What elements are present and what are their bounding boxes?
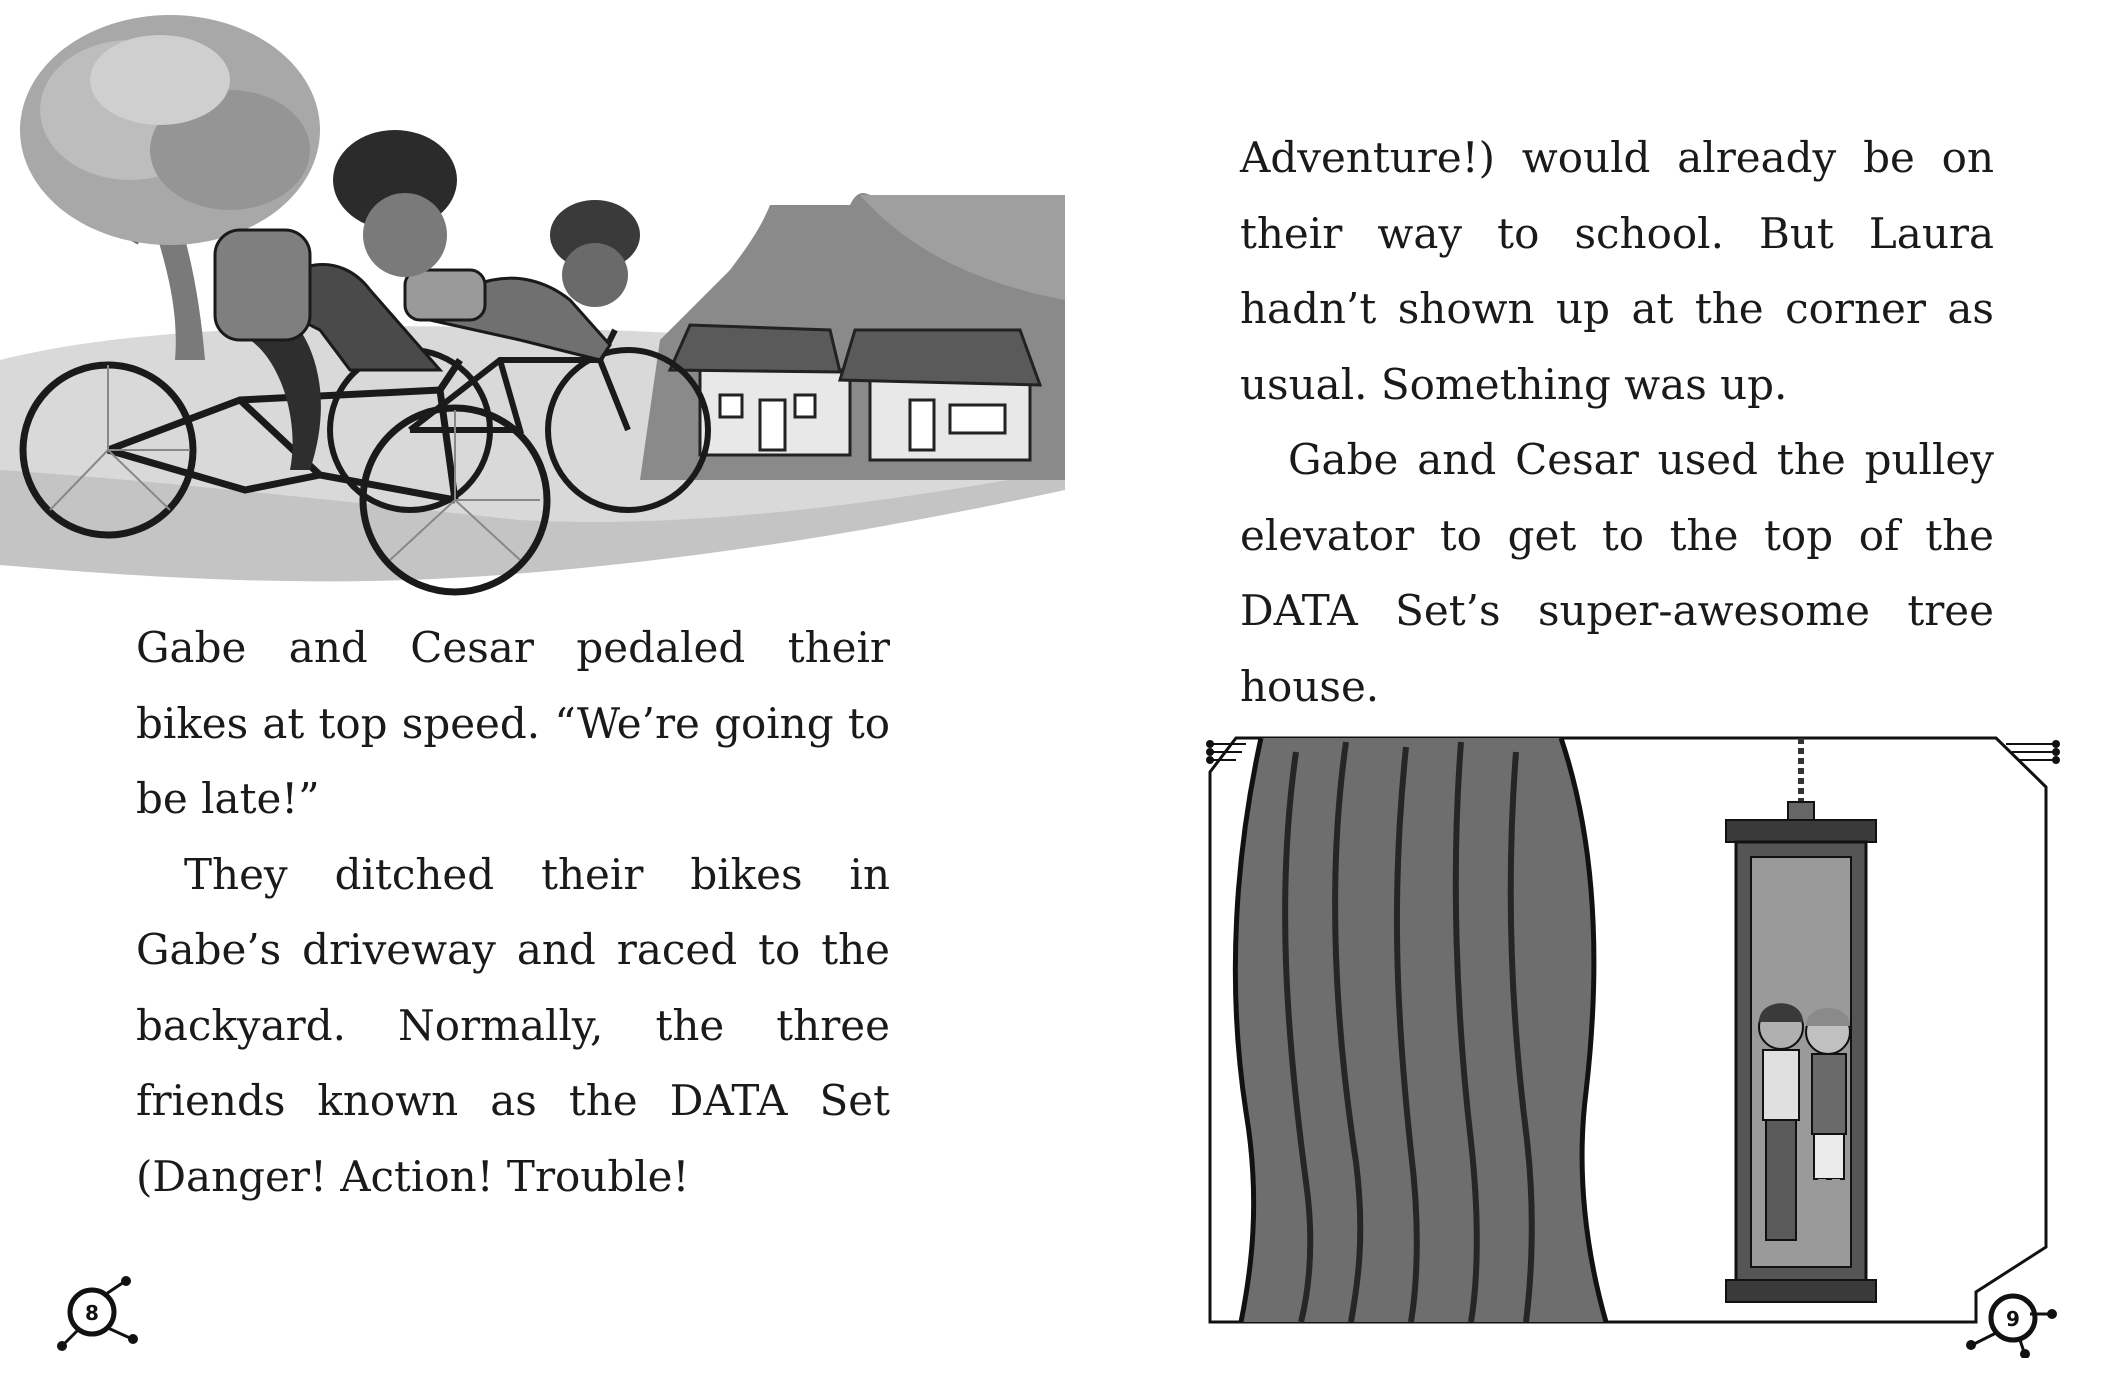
right-page bbox=[1053, 0, 2105, 1400]
page-number: 9 bbox=[2006, 1307, 2020, 1331]
page-number-badge bbox=[50, 1272, 150, 1352]
page-number-badge bbox=[1958, 1278, 2058, 1358]
page-number: 8 bbox=[85, 1301, 99, 1325]
left-page bbox=[0, 0, 1052, 1400]
paragraph: Gabe and Cesar pedaled their bikes at top speed. “We’re going to be late!” bbox=[136, 623, 890, 823]
left-page-text bbox=[136, 610, 890, 1214]
pulley-elevator-illustration bbox=[1206, 732, 2061, 1332]
paragraph: Gabe and Cesar used the pulley elevator to get to the top of the DATA Set’s super-awesome tree house. bbox=[1240, 435, 1994, 711]
paragraph: They ditched their bikes in Gabe’s driveway and raced to the backyard. Normally, the three friends known as the DATA Set (Danger! Action! Trouble! bbox=[136, 849, 890, 1201]
bike-ride-illustration bbox=[0, 0, 1065, 605]
right-page-text bbox=[1240, 120, 1994, 724]
paragraph: Adventure!) would already be on their way to school. But Laura hadn’t shown up at the corner as usual. Something was up. bbox=[1240, 133, 1994, 409]
